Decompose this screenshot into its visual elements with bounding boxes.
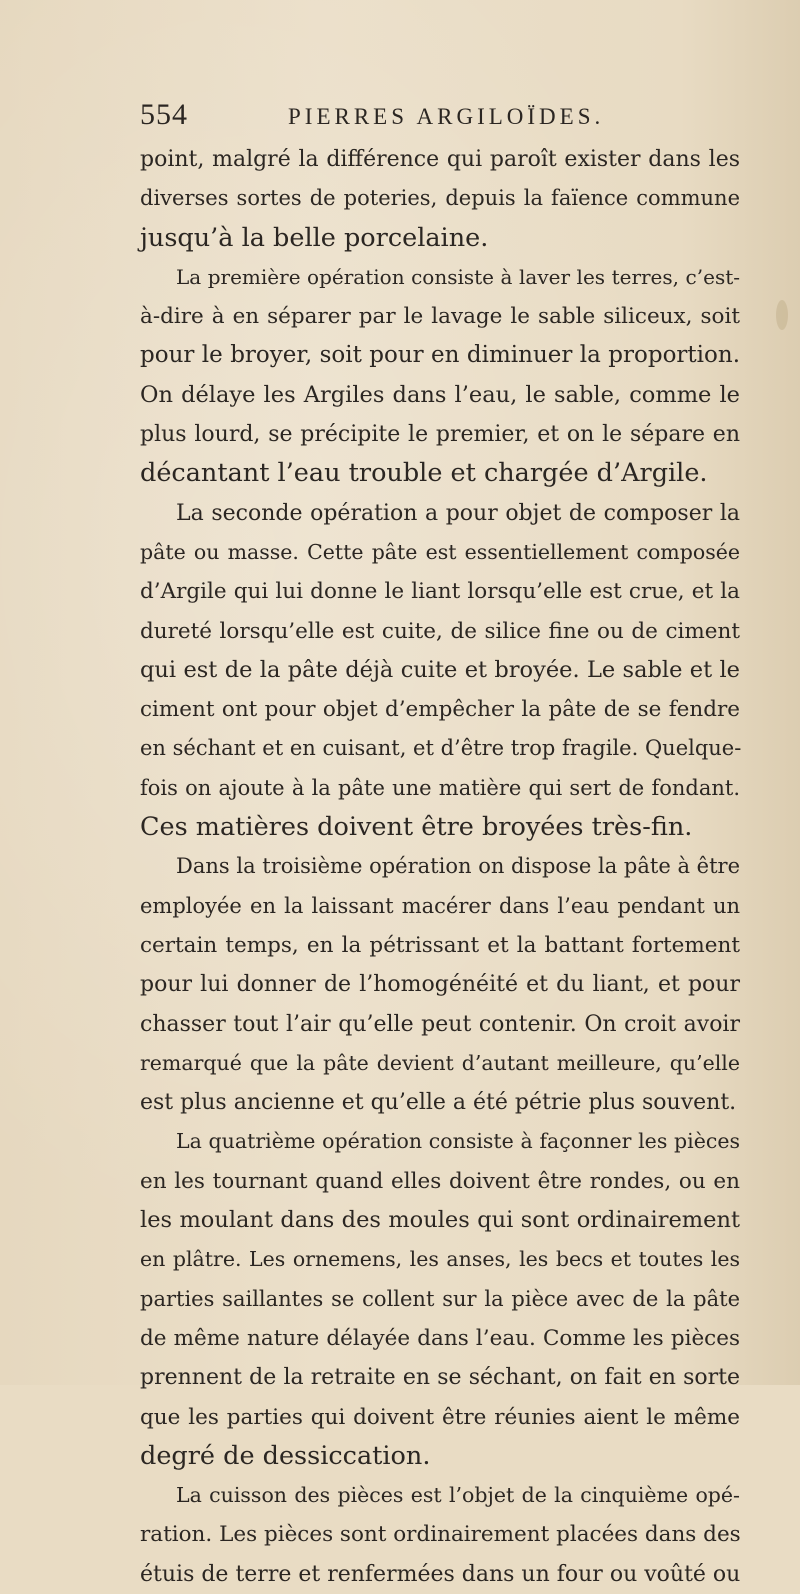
paragraph-first-line: Dans la troisième opération on dispose la pâte à être bbox=[176, 854, 740, 879]
text-line: parties saillantes se collent sur la pièce avec de la pâte bbox=[140, 1286, 740, 1311]
text-line: est plus ancienne et qu’elle a été pétrie plus souvent. bbox=[140, 1090, 737, 1116]
paragraph-first-line: La première opération consiste à laver les terres, c’est- bbox=[176, 264, 740, 289]
text-line: fois on ajoute à la pâte une matière qui sert de fondant. bbox=[140, 775, 740, 800]
text-line: Ces matières doivent être broyées très-fin. bbox=[140, 812, 693, 843]
text-line: à-dire à en séparer par le lavage le sable siliceux, soit bbox=[140, 304, 740, 330]
text-line: On délaye les Argiles dans l’eau, le sable, comme le bbox=[140, 381, 740, 408]
page-header bbox=[140, 98, 740, 138]
text-line: diverses sortes de poteries, depuis la faïence commune bbox=[140, 186, 740, 211]
text-line: en les tournant quand elles doivent être rondes, ou en bbox=[140, 1168, 740, 1194]
body-text bbox=[140, 140, 740, 1594]
paragraph-first-line: La quatrième opération consiste à façonner les pièces bbox=[176, 1129, 740, 1154]
text-line: pâte ou masse. Cette pâte est essentiellement composée bbox=[140, 539, 740, 564]
text-line: chasser tout l’air qu’elle peut contenir. On croit avoir bbox=[140, 1011, 740, 1037]
running-title: PIERRES ARGILOÏDES. bbox=[288, 104, 605, 129]
text-line: d’Argile qui lui donne le liant lorsqu’elle est crue, et la bbox=[140, 579, 740, 605]
text-line: remarqué que la pâte devient d’autant meilleure, qu’elle bbox=[140, 1050, 740, 1075]
page-number: 554 bbox=[140, 98, 188, 131]
paper-stain bbox=[776, 300, 788, 330]
text-line: pour le broyer, soit pour en diminuer la proportion. bbox=[140, 342, 740, 369]
text-line: les moulant dans des moules qui sont ordinairement bbox=[140, 1207, 740, 1234]
text-line: qui est de la pâte déjà cuite et broyée. Le sable et le bbox=[140, 656, 740, 683]
text-line: employée en la laissant macérer dans l’eau pendant un bbox=[140, 893, 740, 918]
text-line: de même nature délayée dans l’eau. Comme les pièces bbox=[140, 1325, 740, 1351]
text-line: plus lourd, se précipite le premier, et on le sépare en bbox=[140, 422, 740, 448]
text-line: jusqu’à la belle porcelaine. bbox=[140, 222, 489, 253]
paragraph-first-line: La seconde opération a pour objet de composer la bbox=[176, 500, 740, 526]
text-line: en plâtre. Les ornemens, les anses, les becs et toutes les bbox=[140, 1247, 740, 1272]
text-line: en séchant et en cuisant, et d’être trop fragile. Quelque- bbox=[140, 736, 742, 761]
text-line: pour lui donner de l’homogénéité et du liant, et pour bbox=[140, 972, 740, 998]
text-line: que les parties qui doivent être réunies aient le même bbox=[140, 1404, 740, 1430]
text-line: prennent de la retraite en se séchant, on fait en sorte bbox=[140, 1365, 740, 1391]
text-line: ration. Les pièces sont ordinairement placées dans des bbox=[140, 1522, 741, 1548]
text-line: décantant l’eau trouble et chargée d’Argile. bbox=[140, 458, 708, 489]
text-line: certain temps, en la pétrissant et la battant fortement bbox=[140, 932, 740, 958]
text-line: ciment ont pour objet d’empêcher la pâte de se fendre bbox=[140, 697, 740, 723]
text-line: point, malgré la différence qui paroît exister dans les bbox=[140, 147, 740, 172]
text-line: degré de dessiccation. bbox=[140, 1440, 431, 1471]
paragraph-first-line: La cuisson des pièces est l’objet de la cinquième opé- bbox=[176, 1483, 740, 1508]
text-line: dureté lorsqu’elle est cuite, de silice fine ou de ciment bbox=[140, 618, 740, 644]
text-line: étuis de terre et renfermées dans un four ou voûté ou bbox=[140, 1561, 741, 1587]
